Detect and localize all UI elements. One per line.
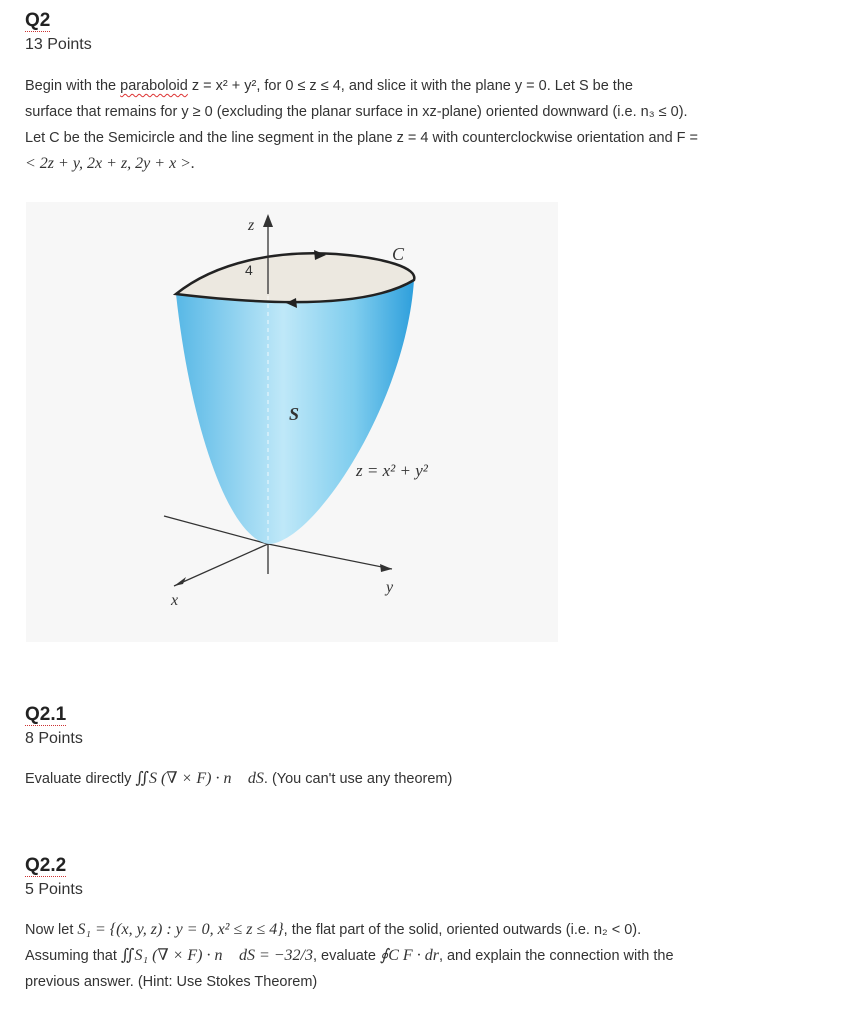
question-points: 13 Points [25, 36, 92, 53]
subquestion-2-points: 5 Points [25, 881, 83, 898]
subquestion-1-body: Evaluate directly ∬S (∇ × F) · n⃗ dS. (You can't use any theorem) [25, 770, 453, 787]
body-line-1: Begin with the paraboloid z = x² + y², for 0 ≤ z ≤ 4, and slice it with the plane y = 0. Let S be the [25, 78, 633, 94]
subquestion-1-points: 8 Points [25, 730, 83, 747]
surface-s-label: S [289, 404, 300, 424]
curve-c-label: C [392, 244, 405, 264]
subquestion-1-title: Q2.1 [25, 704, 67, 725]
sub2-line-2: Assuming that ∬S₁ (∇ × F) · n⃗ dS = −32/3, evaluate ∮C F · dr, and explain the connection with the [25, 947, 674, 964]
sub2-line-1: Now let S₁ = {(x, y, z) : y = 0, x² ≤ z ≤ 4}, the flat part of the solid, oriented outwards (i.e. n₂ < 0). [25, 921, 642, 938]
body-line-4: < 2z + y, 2x + z, 2y + x >. [25, 155, 195, 172]
body-line-3: Let C be the Semicircle and the line segment in the plane z = 4 with counterclockwise orientation and F = [25, 130, 699, 146]
subquestion-2-title: Q2.2 [25, 855, 67, 876]
axis-y-label: y [386, 579, 394, 596]
equation-label: z = x² + y² [356, 461, 428, 480]
x-axis [174, 544, 268, 586]
body-line-2: surface that remains for y ≥ 0 (excluding the planar surface in xz-plane) oriented downward (i.e. n₃ ≤ 0). [25, 104, 688, 120]
tick-4-label: 4 [245, 262, 253, 278]
y-axis [268, 544, 392, 569]
rim-top [176, 253, 414, 302]
sub2-line-3: previous answer. (Hint: Use Stokes Theorem) [25, 974, 318, 990]
paraboloid-figure [26, 202, 558, 642]
question-body [25, 73, 835, 177]
question-title: Q2 [25, 10, 51, 31]
axis-x-label: x [171, 592, 179, 609]
axis-z-label: z [248, 217, 255, 234]
subquestion-2-body [25, 917, 835, 995]
